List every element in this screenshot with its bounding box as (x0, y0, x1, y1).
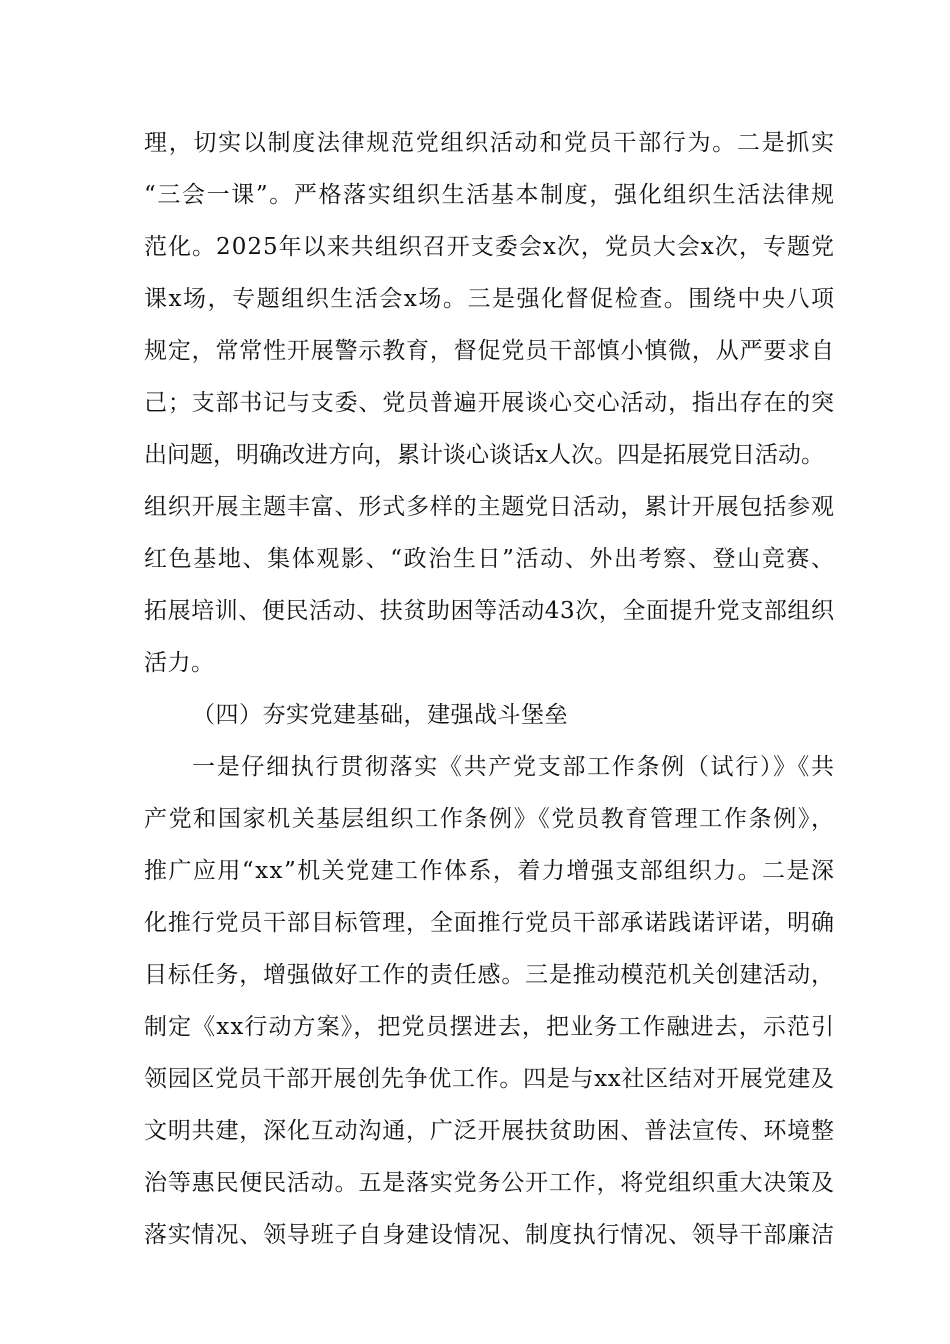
paragraph-line: 组织开展主题丰富、形式多样的主题党日活动，累计开展包括参观 (144, 494, 835, 520)
paragraph-line: 推广应用“xx”机关党建工作体系，着力增强支部组织力。二是深 (144, 858, 836, 884)
paragraph-line: 目标任务，增强做好工作的责任感。三是推动模范机关创建活动， (144, 962, 835, 988)
paragraph-line: 治等惠民便民活动。五是落实党务公开工作，将党组织重大决策及 (144, 1170, 835, 1196)
section-heading: （四）夯实党建基础，建强战斗堡垒 (192, 702, 568, 728)
paragraph-line: 制定《xx行动方案》，把党员摆进去，把业务工作融进去，示范引 (144, 1014, 836, 1040)
paragraph-line: 课x场，专题组织生活会x场。三是强化督促检查。围绕中央八项 (144, 286, 836, 312)
paragraph-line: 一是仔细执行贯彻落实《共产党支部工作条例（试行）》《共 (192, 754, 836, 780)
paragraph-line: 化推行党员干部目标管理，全面推行党员干部承诺践诺评诺，明确 (144, 910, 835, 936)
paragraph-line: 规定，常常性开展警示教育，督促党员干部慎小慎微，从严要求自 (144, 338, 835, 364)
paragraph-line: 拓展培训、便民活动、扶贫助困等活动43次，全面提升党支部组织 (144, 598, 835, 624)
paragraph-line: 红色基地、集体观影、“政治生日”活动、外出考察、登山竞赛、 (144, 546, 836, 572)
paragraph-line: 出问题，明确改进方向，累计谈心谈话x人次。四是拓展党日活动。 (144, 442, 824, 468)
paragraph-line: 范化。2025年以来共组织召开支委会x次，党员大会x次，专题党 (144, 234, 836, 260)
paragraph-line: 活力。 (144, 650, 215, 676)
paragraph-line: 文明共建，深化互动沟通，广泛开展扶贫助困、普法宣传、环境整 (144, 1118, 835, 1144)
paragraph-line: 产党和国家机关基层组织工作条例》《党员教育管理工作条例》， (144, 806, 836, 832)
paragraph-line: 领园区党员干部开展创先争优工作。四是与xx社区结对开展党建及 (144, 1066, 835, 1092)
paragraph-line: 落实情况、领导班子自身建设情况、制度执行情况、领导干部廉洁 (144, 1222, 835, 1248)
paragraph-line: 己；支部书记与支委、党员普遍开展谈心交心活动，指出存在的突 (144, 390, 835, 416)
paragraph-line: 理，切实以制度法律规范党组织活动和党员干部行为。二是抓实 (144, 130, 836, 156)
paragraph-line: “三会一课”。严格落实组织生活基本制度，强化组织生活法律规 (144, 182, 836, 208)
